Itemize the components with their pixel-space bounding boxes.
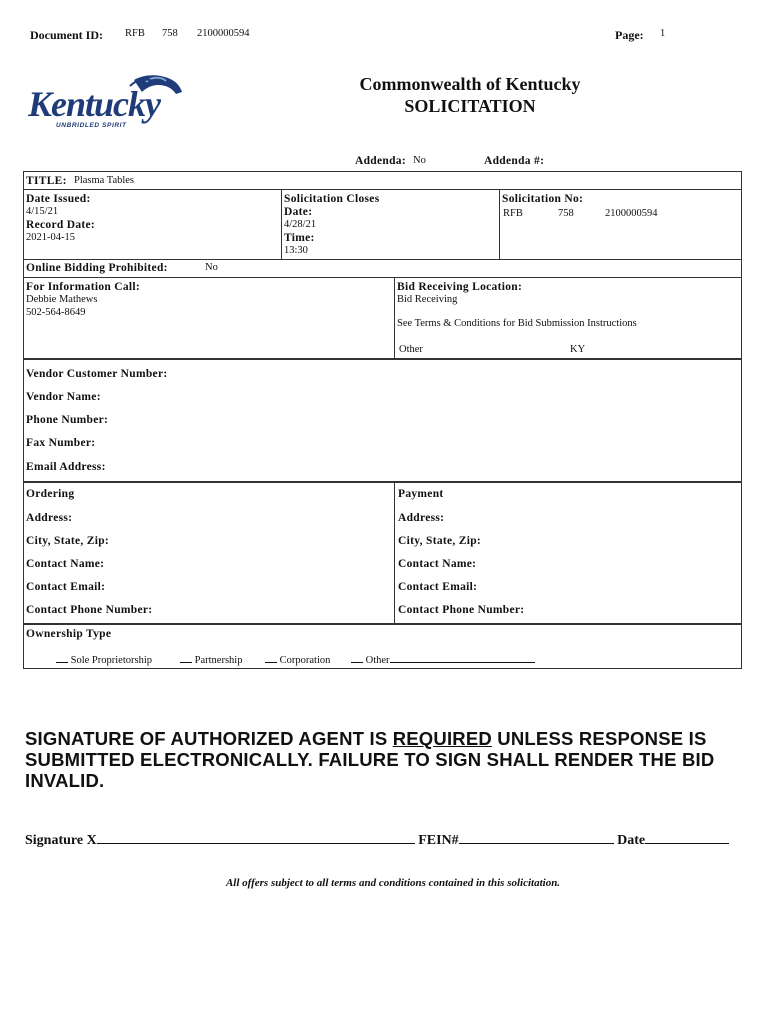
solicitation-number-code: 2100000594 xyxy=(605,208,658,219)
online-bidding-value: No xyxy=(205,262,218,273)
kentucky-logo xyxy=(26,72,186,132)
closes-date-value: 4/28/21 xyxy=(284,219,317,230)
footer-note: All offers subject to all terms and conditions contained in this solicitation. xyxy=(225,877,561,889)
svg-text:UNBRIDLED SPIRIT: UNBRIDLED SPIRIT xyxy=(56,122,127,129)
record-date-value: 2021-04-15 xyxy=(26,232,75,243)
payment-city-field[interactable]: City, State, Zip: xyxy=(398,535,482,547)
page-label: Page: xyxy=(615,28,644,42)
date-field[interactable] xyxy=(645,843,729,844)
solicitation-number-type: RFB xyxy=(503,208,523,219)
payment-contact-email-field[interactable]: Contact Email: xyxy=(398,581,478,593)
ordering-city-field[interactable]: City, State, Zip: xyxy=(26,535,110,547)
horse-icon xyxy=(26,72,186,132)
signature-requirement-heading: SIGNATURE OF AUTHORIZED AGENT IS REQUIRED UNLESS RESPONSE IS SUBMITTED ELECTRONICALLY. FAILURE TO SIGN SHALL RENDER THE BID INVALID. xyxy=(25,728,715,791)
title-value: Plasma Tables xyxy=(74,175,135,186)
solicitation-closes-label: Solicitation Closes xyxy=(284,193,380,205)
bid-location-other: Other xyxy=(399,344,423,355)
addenda-number-label: Addenda #: xyxy=(484,155,545,167)
contact-name-value: Debbie Mathews xyxy=(26,294,98,305)
ordering-contact-name-field[interactable]: Contact Name: xyxy=(26,558,105,570)
ownership-option-other[interactable]: Other xyxy=(351,655,535,666)
signature-label: Signature X xyxy=(25,833,97,848)
addenda-label: Addenda: xyxy=(355,155,406,167)
date-issued-label: Date Issued: xyxy=(26,193,91,205)
date-label: Date xyxy=(617,833,646,848)
fein-label: FEIN# xyxy=(418,833,459,848)
signature-line xyxy=(25,833,729,849)
bid-receiving-value: Bid Receiving xyxy=(397,294,458,305)
payment-address-field[interactable]: Address: xyxy=(398,512,445,524)
solicitation-number-label: Solicitation No: xyxy=(502,193,584,205)
ownership-option-sole[interactable]: Sole Proprietorship xyxy=(56,655,152,666)
date-issued-value: 4/15/21 xyxy=(26,206,59,217)
document-id-type: RFB xyxy=(125,28,145,39)
information-call-label: For Information Call: xyxy=(26,281,141,293)
page-title: Commonwealth of Kentucky xyxy=(359,74,581,94)
ordering-contact-email-field[interactable]: Contact Email: xyxy=(26,581,106,593)
ownership-type-title: Ownership Type xyxy=(26,628,112,640)
ordering-title: Ordering xyxy=(26,488,75,500)
terms-note: See Terms & Conditions for Bid Submission Instructions xyxy=(397,318,637,329)
addenda-value: No xyxy=(413,155,426,166)
contact-phone-value: 502-564-8649 xyxy=(26,307,86,318)
fein-field[interactable] xyxy=(459,843,614,844)
signature-field[interactable] xyxy=(97,843,415,844)
title-label: TITLE: xyxy=(26,175,67,187)
record-date-label: Record Date: xyxy=(26,219,96,231)
vendor-email-field[interactable]: Email Address: xyxy=(26,461,106,473)
online-bidding-label: Online Bidding Prohibited: xyxy=(26,262,168,274)
svg-text:Kentucky: Kentucky xyxy=(28,84,160,124)
payment-contact-name-field[interactable]: Contact Name: xyxy=(398,558,477,570)
closes-time-label: Time: xyxy=(284,232,315,244)
vendor-customer-number-field[interactable]: Vendor Customer Number: xyxy=(26,368,168,380)
bid-location-state: KY xyxy=(570,344,586,355)
page-subtitle: SOLICITATION xyxy=(404,96,536,116)
closes-time-value: 13:30 xyxy=(284,245,308,256)
payment-title: Payment xyxy=(398,488,444,500)
ordering-address-field[interactable]: Address: xyxy=(26,512,73,524)
payment-contact-phone-field[interactable]: Contact Phone Number: xyxy=(398,604,525,616)
ownership-option-corporation[interactable]: Corporation xyxy=(265,655,330,666)
document-id-code: 2100000594 xyxy=(197,28,250,39)
document-id-number: 758 xyxy=(162,28,178,39)
vendor-fax-field[interactable]: Fax Number: xyxy=(26,437,96,449)
vendor-name-field[interactable]: Vendor Name: xyxy=(26,391,101,403)
ordering-contact-phone-field[interactable]: Contact Phone Number: xyxy=(26,604,153,616)
closes-date-label: Date: xyxy=(284,206,313,218)
solicitation-number-num: 758 xyxy=(558,208,574,219)
document-id-label: Document ID: xyxy=(30,28,103,42)
page-number: 1 xyxy=(660,28,666,39)
vendor-phone-field[interactable]: Phone Number: xyxy=(26,414,109,426)
bid-receiving-label: Bid Receiving Location: xyxy=(397,281,523,293)
ownership-option-partnership[interactable]: Partnership xyxy=(180,655,242,666)
